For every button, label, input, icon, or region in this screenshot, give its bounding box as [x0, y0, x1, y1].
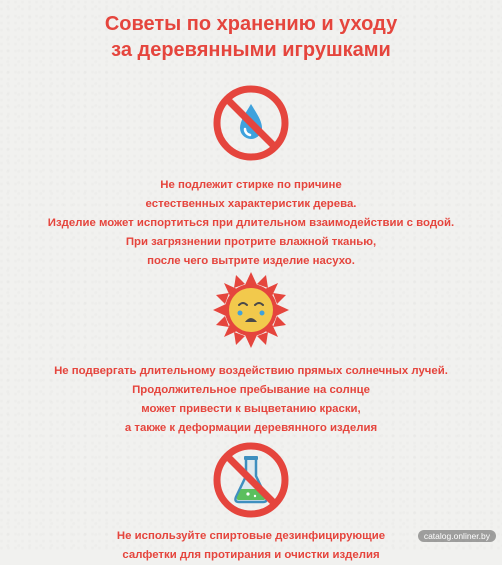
section-2-text	[0, 362, 502, 438]
section-1-text	[0, 176, 502, 271]
section-1-line: Изделие может испортиться при длительном взаимодействии с водой.	[47, 217, 455, 229]
page-title-line1: Советы по хранению и уходу	[104, 13, 398, 35]
watermark: catalog.onliner.by	[418, 530, 496, 542]
sad-sun-icon	[210, 269, 292, 351]
section-1-line: после чего вытрите изделие насухо.	[147, 255, 355, 267]
section-2-line: а также к деформации деревянного изделия	[124, 422, 378, 434]
section-2-line: может привести к выцветанию краски,	[141, 403, 361, 415]
section-2-line: Продолжительное пребывание на солнце	[132, 384, 370, 396]
section-1-line: естественных характеристик дерева.	[145, 198, 357, 210]
no-water-icon	[210, 82, 292, 164]
section-2-line: Не подвергать длительному воздействию прямых солнечных лучей.	[54, 365, 448, 377]
page-title-line2: за деревянными игрушками	[111, 39, 391, 61]
section-3-line: Не используйте спиртовые дезинфицирующие	[116, 530, 386, 542]
section-1-line: Не подлежит стирке по причине	[160, 179, 342, 191]
section-1-line: При загрязнении протрите влажной тканью,	[125, 236, 377, 248]
section-3-line: салфетки для протирания и очистки изделия	[122, 549, 380, 561]
no-chemicals-icon	[210, 439, 292, 521]
